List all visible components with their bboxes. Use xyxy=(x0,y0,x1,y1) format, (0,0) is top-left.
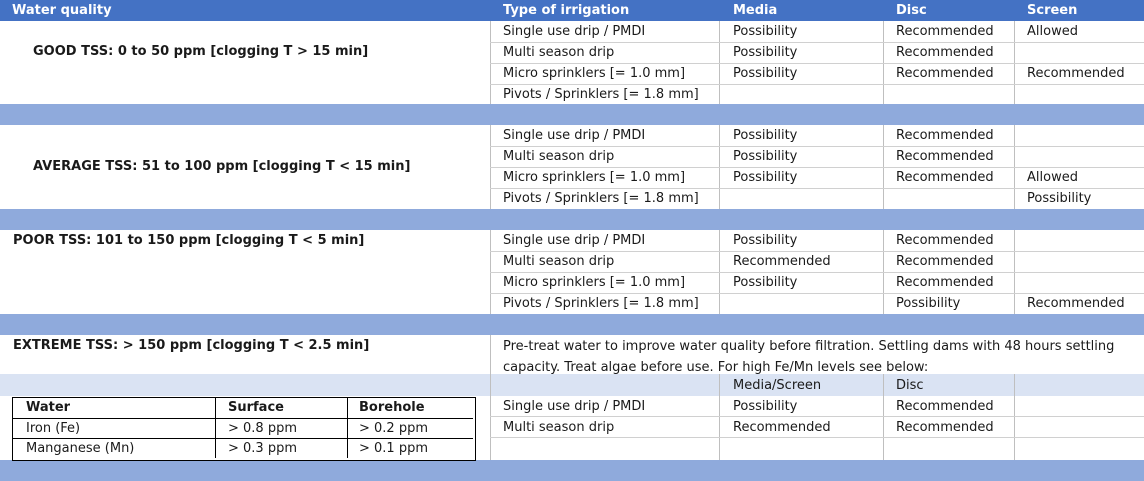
ref-cell: Manganese (Mn) xyxy=(26,441,135,456)
irrigation-cell: Pivots / Sprinklers [= 1.8 mm] xyxy=(503,296,699,311)
header-media: Media xyxy=(733,3,778,18)
ref-header-borehole: Borehole xyxy=(359,400,425,415)
irrigation-cell: Single use drip / PMDI xyxy=(503,128,646,143)
disc-cell: Recommended xyxy=(896,399,994,414)
disc-cell: Recommended xyxy=(896,170,994,185)
subheader-disc: Disc xyxy=(896,378,924,393)
header-disc: Disc xyxy=(896,3,927,18)
irrigation-cell: Micro sprinklers [= 1.0 mm] xyxy=(503,66,686,81)
disc-cell: Recommended xyxy=(896,149,994,164)
disc-cell: Recommended xyxy=(896,233,994,248)
disc-cell: Possibility xyxy=(896,296,961,311)
separator-band xyxy=(0,460,1144,481)
header-type-of-irrigation: Type of irrigation xyxy=(503,3,630,18)
media-cell: Possibility xyxy=(733,128,798,143)
disc-cell: Recommended xyxy=(896,24,994,39)
irrigation-cell: Multi season drip xyxy=(503,45,615,60)
screen-cell: Allowed xyxy=(1027,24,1078,39)
header-screen: Screen xyxy=(1027,3,1078,18)
ref-cell: > 0.2 ppm xyxy=(359,421,428,436)
irrigation-cell: Pivots / Sprinklers [= 1.8 mm] xyxy=(503,191,699,206)
disc-cell: Recommended xyxy=(896,254,994,269)
irrigation-cell: Single use drip / PMDI xyxy=(503,233,646,248)
header-water-quality: Water quality xyxy=(12,3,112,18)
ref-header-water: Water xyxy=(26,400,71,415)
separator-band xyxy=(0,104,1144,125)
media-cell: Possibility xyxy=(733,399,798,414)
media-cell: Possibility xyxy=(733,24,798,39)
disc-cell: Recommended xyxy=(896,45,994,60)
ref-cell: > 0.8 ppm xyxy=(228,421,297,436)
media-cell: Possibility xyxy=(733,275,798,290)
irrigation-cell: Multi season drip xyxy=(503,149,615,164)
irrigation-cell: Micro sprinklers [= 1.0 mm] xyxy=(503,275,686,290)
disc-cell: Recommended xyxy=(896,420,994,435)
subheader-media-screen: Media/Screen xyxy=(733,378,822,393)
extreme-note: Pre-treat water to improve water quality before filtration. Settling dams with 48 hours settling capacity. Treat algae before use. For high Fe/Mn levels see below: xyxy=(503,339,1115,375)
group-label-extreme: EXTREME TSS: > 150 ppm [clogging T < 2.5 min] xyxy=(13,338,370,353)
group-label-average: AVERAGE TSS: 51 to 100 ppm [clogging T < 15 min] xyxy=(33,159,411,174)
separator-band xyxy=(0,209,1144,230)
media-cell: Recommended xyxy=(733,420,831,435)
irrigation-cell: Pivots / Sprinklers [= 1.8 mm] xyxy=(503,87,699,102)
screen-cell: Allowed xyxy=(1027,170,1078,185)
screen-cell: Possibility xyxy=(1027,191,1092,206)
ref-cell: > 0.3 ppm xyxy=(228,441,297,456)
irrigation-cell: Multi season drip xyxy=(503,254,615,269)
screen-cell: Recommended xyxy=(1027,66,1125,81)
disc-cell: Recommended xyxy=(896,128,994,143)
media-cell: Possibility xyxy=(733,170,798,185)
irrigation-cell: Single use drip / PMDI xyxy=(503,24,646,39)
irrigation-cell: Multi season drip xyxy=(503,420,615,435)
media-cell: Possibility xyxy=(733,233,798,248)
group-label-good: GOOD TSS: 0 to 50 ppm [clogging T > 15 min] xyxy=(33,44,369,59)
group-label-poor: POOR TSS: 101 to 150 ppm [clogging T < 5 min] xyxy=(13,233,365,248)
media-cell: Possibility xyxy=(733,45,798,60)
fe-mn-reference-table xyxy=(12,397,476,461)
irrigation-cell: Single use drip / PMDI xyxy=(503,399,646,414)
screen-cell: Recommended xyxy=(1027,296,1125,311)
disc-cell: Recommended xyxy=(896,275,994,290)
disc-cell: Recommended xyxy=(896,66,994,81)
ref-cell: Iron (Fe) xyxy=(26,421,81,436)
separator-band xyxy=(0,314,1144,335)
media-cell: Recommended xyxy=(733,254,831,269)
ref-cell: > 0.1 ppm xyxy=(359,441,428,456)
ref-header-surface: Surface xyxy=(228,400,284,415)
media-cell: Possibility xyxy=(733,66,798,81)
media-cell: Possibility xyxy=(733,149,798,164)
irrigation-cell: Micro sprinklers [= 1.0 mm] xyxy=(503,170,686,185)
